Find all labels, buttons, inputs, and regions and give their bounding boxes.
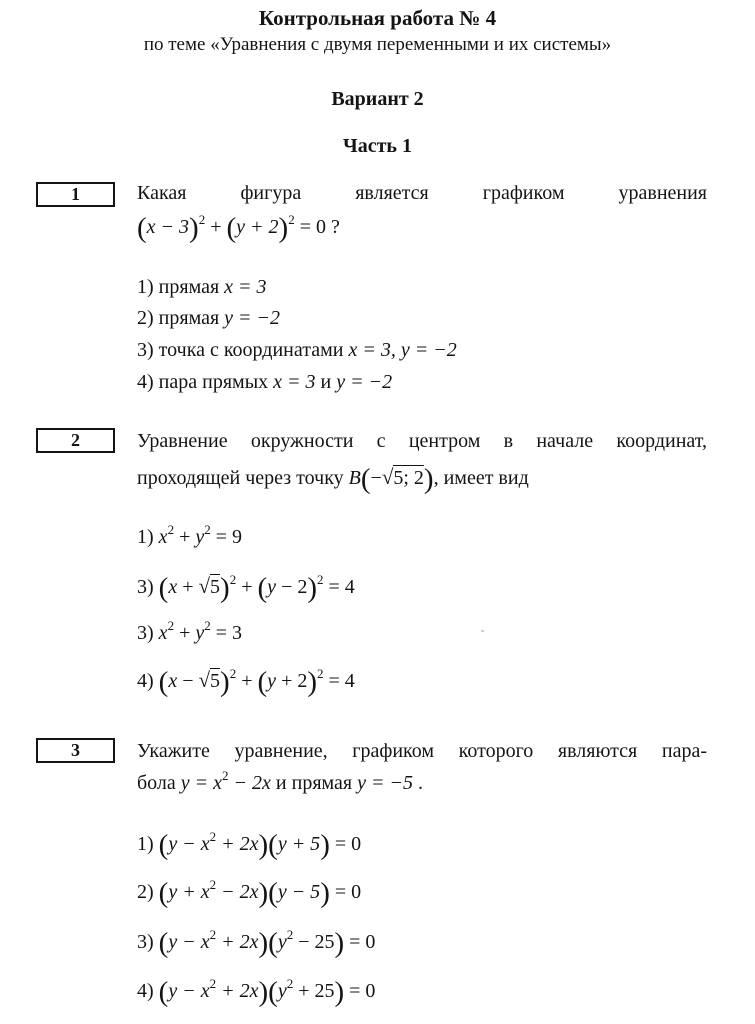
question-2-number-box: 2 <box>36 428 115 453</box>
question-3-text-line-2: бола $y = x^2 - 2x$ и прямая y = −5 . <box>137 768 423 794</box>
question-1-option-1: 1) прямая x = 3 <box>137 276 267 298</box>
question-2-option-3: 3) $x^2 + y^2 = 3$ <box>137 618 243 644</box>
question-2-text-line-2: проходящей через точку B(−√5; 2), имеет вид <box>137 463 529 495</box>
question-3-option-1: 1) $(y - x^2 + 2x)(y + 5) = 0$ <box>137 829 362 861</box>
question-1-number-box: 1 <box>36 182 115 207</box>
question-1-option-3: 3) точка с координатами x = 3, y = −2 <box>137 339 457 361</box>
question-2-option-1: 1) $x^2 + y^2 = 9$ <box>137 522 243 548</box>
question-1-equation: $(x - 3)^2 + (y + 2)^2 = 0$ ? <box>137 212 340 244</box>
document-subtitle: по теме «Уравнения с двумя переменными и их системы» <box>143 34 612 55</box>
question-3-option-4: 4) $(y - x^2 + 2x)(y^2 + 25) = 0$ <box>137 976 376 1008</box>
question-3-option-3: 3) $(y - x^2 + 2x)(y^2 - 25) = 0$ <box>137 927 376 959</box>
question-2-text: Уравнение окружности с центром в начале координат, <box>137 430 707 452</box>
question-3-option-2: 2) $(y + x^2 - 2x)(y - 5) = 0$ <box>137 877 362 909</box>
question-1-text: Какая фигура является графиком уравнения <box>137 182 707 204</box>
variant-heading: Вариант 2 <box>331 88 424 110</box>
question-1-option-4: 4) пара прямых x = 3 и y = −2 <box>137 371 393 393</box>
question-2-option-4: 4) $(x - √5)^2 + (y + 2)^2 = 4$ <box>137 666 355 698</box>
document-title: Контрольная работа № 4 <box>258 6 497 30</box>
question-1-option-2: 2) прямая y = −2 <box>137 307 281 329</box>
question-2-option-2: 3) $(x + √5)^2 + (y - 2)^2 = 4$ <box>137 572 355 604</box>
question-3-text: Укажите уравнение, графиком которого являются пара- <box>137 740 707 762</box>
part-heading: Часть 1 <box>343 135 412 157</box>
scan-speck <box>481 630 484 632</box>
question-3-number-box: 3 <box>36 738 115 763</box>
